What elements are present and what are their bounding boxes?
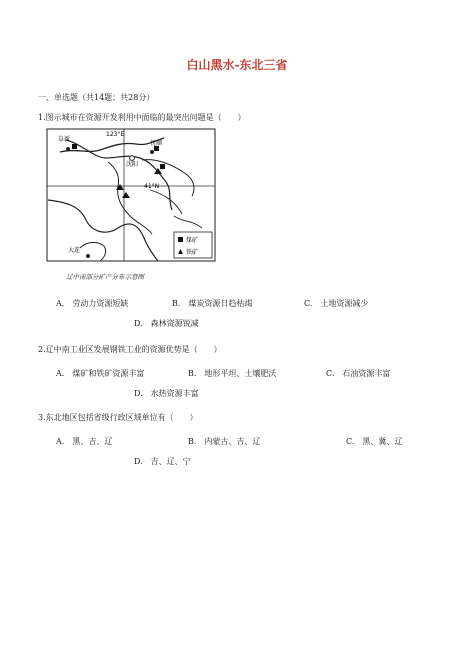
- coal-mine-symbol: [160, 164, 165, 169]
- label-latitude: 41°N: [144, 183, 160, 190]
- q1-option-a[interactable]: A. 劳动力资源短缺: [56, 299, 129, 308]
- label-dalian: 大连: [68, 247, 81, 254]
- q1-option-d[interactable]: D. 森林资源锐减: [134, 319, 199, 328]
- q2-option-c[interactable]: C. 石油资源丰富: [326, 369, 391, 378]
- label-longitude: 123°E: [106, 131, 125, 138]
- question-3-stem: 3.东北地区包括省级行政区域单位有（ ）: [38, 413, 198, 422]
- label-fushun: 抚顺: [150, 140, 163, 147]
- coal-mine-symbol: [72, 144, 77, 149]
- q2-option-b[interactable]: B. 地形平坦、土壤肥沃: [188, 369, 277, 378]
- legend-coal-symbol: [178, 237, 183, 242]
- city-fushun-dot: [150, 150, 154, 154]
- q3-option-c[interactable]: C. 黑、冀、辽: [346, 437, 403, 446]
- page-title: 白山黑水-东北三省: [186, 58, 288, 72]
- mineral-map: [46, 128, 216, 262]
- question-1-stem: 1.图示城市在资源开发利用中面临的最突出问题是（ ）: [38, 113, 246, 122]
- q2-option-a[interactable]: A. 煤矿和铁矿资源丰富: [56, 369, 145, 378]
- question-2-stem: 2.辽中南工业区发展钢铁工业的资源优势是（ ）: [38, 345, 222, 354]
- q2-option-d[interactable]: D. 水热资源丰富: [134, 389, 199, 398]
- q3-option-a[interactable]: A. 黑、吉、辽: [56, 437, 113, 446]
- q1-option-c[interactable]: C. 土地资源减少: [304, 299, 369, 308]
- label-shenyang: 沈阳: [126, 161, 139, 168]
- legend-iron-label: 铁矿: [186, 249, 199, 256]
- legend-coal-label: 煤矿: [186, 237, 199, 244]
- map-caption: 辽中南部分矿产分布示意图: [66, 273, 144, 281]
- q3-option-b[interactable]: B. 内蒙古、吉、辽: [188, 437, 261, 446]
- city-fuxin-dot: [66, 147, 70, 151]
- q1-option-b[interactable]: B. 煤炭资源日趋枯竭: [172, 299, 253, 308]
- label-fuxin: 阜新: [58, 136, 71, 143]
- city-dalian-dot: [86, 254, 90, 258]
- map-figure: [46, 128, 216, 262]
- city-shenyang-dot: [130, 156, 135, 161]
- q3-option-d[interactable]: D. 吉、辽、宁: [134, 457, 191, 466]
- section-heading: 一、单选题（共14题；共28分）: [38, 93, 155, 102]
